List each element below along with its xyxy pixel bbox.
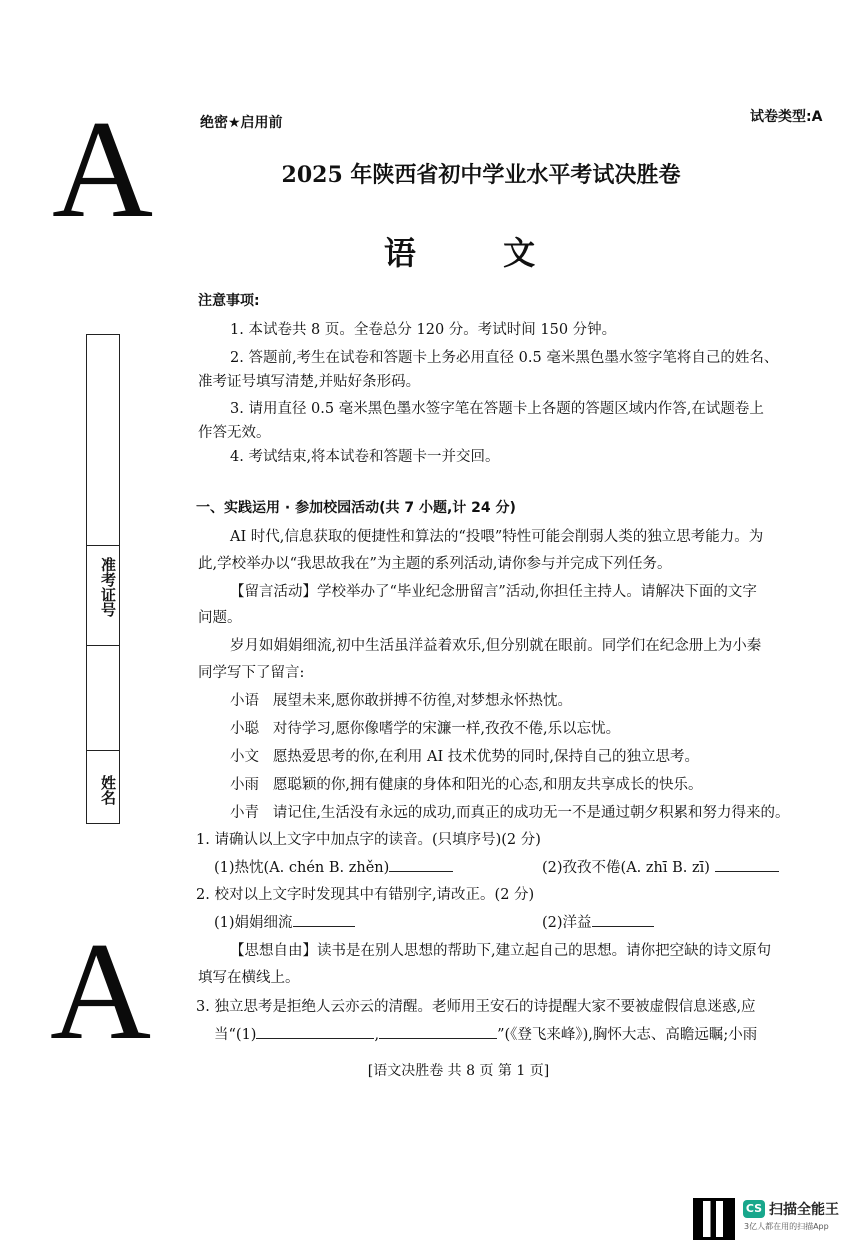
section-heading: 一、实践运用 · 参加校园活动(共 7 小题,计 24 分) — [196, 500, 516, 516]
answer-blank[interactable] — [592, 912, 654, 927]
paper-type-label: 试卷类型:A — [750, 109, 823, 125]
notice-heading: 注意事项: — [198, 293, 260, 309]
camscanner-logo-icon: CS — [743, 1200, 765, 1218]
message-row — [230, 717, 620, 738]
passage: 同学写下了留言: — [198, 665, 305, 681]
message-row — [230, 801, 790, 822]
message-author: 小文 — [230, 749, 259, 765]
message-text: 对待学习,愿你像嗜学的宋濂一样,孜孜不倦,乐以忘忧。 — [272, 721, 621, 737]
message-author: 小语 — [230, 693, 259, 709]
question-text: ”(《登飞来峰》),胸怀大志、高瞻远瞩;小雨 — [497, 1027, 758, 1043]
message-text: 展望未来,愿你敢拼搏不彷徨,对梦想永怀热忱。 — [272, 693, 573, 709]
name-label: 姓名 — [99, 775, 117, 805]
notice-item: 3. 请用直径 0.5 毫米黑色墨水签字笔在答题卡上各题的答题区域内作答,在试题卷上 — [230, 401, 764, 417]
question-3-line-2 — [214, 1023, 757, 1044]
exam-number-label: 准考证号 — [99, 557, 117, 617]
message-author: 小青 — [230, 805, 259, 821]
confidential-label: 绝密★启用前 — [200, 115, 283, 131]
question-text: (2)洋益 — [542, 915, 592, 931]
answer-blank[interactable] — [379, 1024, 497, 1039]
question-2: 2. 校对以上文字时发现其中有错别字,请改正。(2 分) — [196, 887, 535, 903]
message-row — [230, 689, 572, 710]
candidate-info-box — [86, 334, 120, 824]
message-author: 小聪 — [230, 721, 259, 737]
paper-type-letter-bottom: A — [50, 914, 152, 1069]
question-2-part-2 — [542, 911, 654, 932]
question-text: 当“(1) — [214, 1027, 257, 1043]
question-text: , — [374, 1027, 380, 1043]
message-text: 请记住,生活没有永远的成功,而真正的成功无一不是通过朝夕积累和努力得来的。 — [272, 805, 790, 821]
question-2-part-1 — [214, 911, 355, 932]
exam-title: 2025 年陕西省初中学业水平考试决胜卷 — [281, 162, 681, 188]
intro-paragraph: AI 时代,信息获取的便捷性和算法的“投喂”特性可能会削弱人类的独立思考能力。为 — [230, 529, 764, 545]
answer-blank[interactable] — [389, 857, 453, 872]
divider — [87, 545, 119, 546]
question-1-part-2 — [542, 856, 779, 877]
subject-title: 语 文 — [383, 234, 574, 272]
notice-item: 2. 答题前,考生在试卷和答题卡上务必用直径 0.5 毫米黑色墨水签字笔将自己的姓名、 — [230, 350, 779, 366]
message-text: 愿热爱思考的你,在利用 AI 技术优势的同时,保持自己的独立思考。 — [272, 749, 699, 765]
answer-blank[interactable] — [715, 857, 779, 872]
scanner-tagline: 3亿人都在用的扫描App — [744, 1222, 829, 1231]
notice-item: 作答无效。 — [198, 425, 271, 441]
page-footer: [语文决胜卷 共 8 页 第 1 页] — [367, 1063, 550, 1079]
message-text: 愿聪颖的你,拥有健康的身体和阳光的心态,和朋友共享成长的快乐。 — [272, 777, 703, 793]
notice-item: 准考证号填写清楚,并贴好条形码。 — [198, 374, 421, 390]
task-prompt: 填写在横线上。 — [198, 970, 300, 986]
question-text: (2)孜孜不倦(A. zhī B. zī) — [542, 860, 710, 876]
task-prompt: 【思想自由】读书是在别人思想的帮助下,建立起自己的思想。请你把空缺的诗文原句 — [230, 943, 772, 959]
question-3: 3. 独立思考是拒绝人云亦云的清醒。老师用王安石的诗提醒大家不要被虚假信息迷惑,应 — [196, 999, 756, 1015]
answer-blank[interactable] — [293, 912, 355, 927]
scanner-app-name: 扫描全能王 — [769, 1202, 839, 1218]
question-text: (1)热忱(A. chén B. zhěn) — [214, 860, 390, 876]
divider — [87, 750, 119, 751]
qr-code-icon — [693, 1198, 735, 1240]
message-row — [230, 745, 699, 766]
passage: 岁月如娟娟细流,初中生活虽洋益着欢乐,但分别就在眼前。同学们在纪念册上为小秦 — [230, 638, 762, 654]
message-row — [230, 773, 703, 794]
task-prompt: 【留言活动】学校举办了“毕业纪念册留言”活动,你担任主持人。请解决下面的文字 — [230, 584, 757, 600]
answer-blank[interactable] — [256, 1024, 374, 1039]
question-1: 1. 请确认以上文字中加点字的读音。(只填序号)(2 分) — [196, 832, 541, 848]
paper-type-letter-top: A — [52, 92, 154, 247]
message-author: 小雨 — [230, 777, 259, 793]
question-text: (1)娟娟细流 — [214, 915, 293, 931]
notice-item: 1. 本试卷共 8 页。全卷总分 120 分。考试时间 150 分钟。 — [230, 322, 617, 338]
question-1-part-1 — [214, 856, 453, 877]
notice-item: 4. 考试结束,将本试卷和答题卡一并交回。 — [230, 449, 500, 465]
task-prompt: 问题。 — [198, 610, 242, 626]
divider — [87, 645, 119, 646]
intro-paragraph: 此,学校举办以“我思故我在”为主题的系列活动,请你参与并完成下列任务。 — [198, 556, 672, 572]
